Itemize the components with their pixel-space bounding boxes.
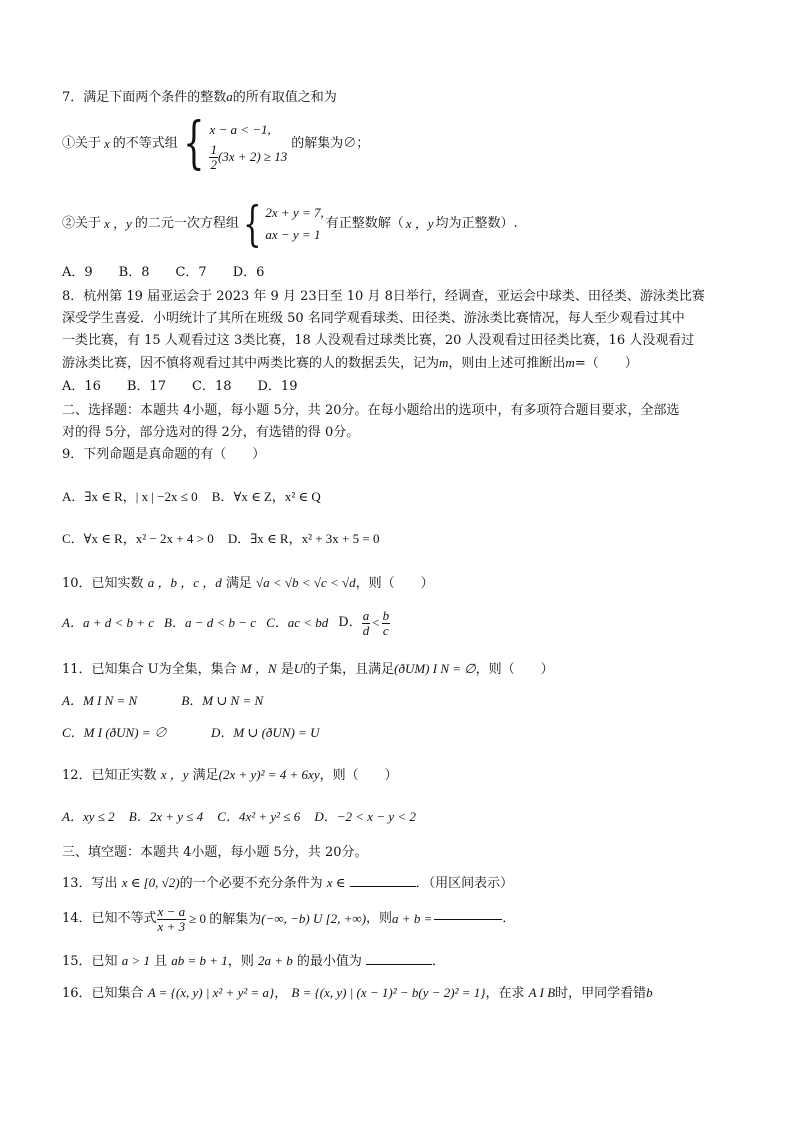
q11-options-ab: A．M I N = N B．M ∪ N = N	[62, 693, 264, 708]
q8-line-2: 深受学生喜爱．小明统计了其所在班级 50 名同学观看球类、田径类、游泳类比赛情况，每人至少观看过其中	[62, 311, 685, 326]
q14-line: 14．已知不等式 $\frac{x - a}{x + 3}$ ≥ 0 的解集为 (−∞, −b) U [2, +∞) ，则 a + b = ．	[62, 903, 516, 934]
fraction-half: $\frac{1}{2}$	[210, 141, 217, 172]
q13-line: 13．写出 x ∈ [0, √2)的一个必要不充分条件为 x ∈ ．（用区间表示）	[62, 875, 514, 891]
q10-options: A．a + d < b + c B．a − d < b − c C．ac < bd D． $\frac{a}{d}$ < $\frac{b}{c}$	[62, 607, 390, 638]
q13-answer-blank[interactable]	[350, 886, 416, 887]
q11-options-cd: C．M I (ðUN) = ∅ D．M ∪ (ðUN) = U	[62, 725, 320, 740]
section-3-line-1: 三、填空题：本题共 4小题，每小题 5分，共 20分。	[62, 845, 368, 860]
q7-title: 7．满足下面两个条件的整数a的所有取值之和为	[62, 89, 337, 105]
q7-condition-1: ①关于 x 的不等式组 { x − a < −1, $\frac{1}{2}$ (3x + 2) ≥ 13 的解集为∅；	[62, 111, 370, 176]
q14-answer-blank[interactable]	[434, 919, 502, 920]
inequality-system: { x − a < −1, $\frac{1}{2}$ (3x + 2) ≥ 13	[182, 111, 288, 176]
q12-options: A．xy ≤ 2 B．2x + y ≤ 4 C．4x² + y² ≤ 6 D．−2 < x − y < 2	[62, 809, 416, 824]
section-2-line-2: 对的得 5分，部分选对的得 2分，有选错的得 0分。	[62, 425, 360, 440]
q8-line-1: 8．杭州第 19 届亚运会于 2023 年 9 月 23日至 10 月 8日举行，经调查，亚运会中球类、田径类、游泳类比赛	[62, 289, 705, 304]
fraction-a-over-d: $\frac{a}{d}$	[362, 607, 370, 638]
fraction-b-over-c: $\frac{b}{c}$	[382, 607, 390, 638]
q9-options-cd: C．∀x ∈ R，x² − 2x + 4 > 0 D．∃x ∈ R，x² + 3x + 5 = 0	[62, 531, 380, 546]
q9-options-ab: A．∃x ∈ R，| x | −2x ≤ 0 B．∀x ∈ Z，x² ∈ Q	[62, 489, 321, 504]
q16-line: 16．已知集合 A = {(x, y) | x² + y² = a}， B = {(x, y) | (x − 1)² − b(y − 2)² = 1}，在求 A I B时，甲同学看错b	[62, 985, 653, 1001]
q8-options: A．16 B．17 C．18 D．19	[62, 379, 298, 394]
q8-line-3: 一类比赛，有 15 人观看过这 3类比赛，18 人没观看过球类比赛，20 人没观看过田径类比赛，16 人没观看过	[62, 333, 695, 348]
section-2-line-1: 二、选择题：本题共 4小题，每小题 5分，共 20分。在每小题给出的选项中，有多项符合题目要求，全部选	[62, 403, 680, 418]
q7-condition-2: ②关于 x ，y 的二元一次方程组 { 2x + y = 7, ax − y = 1 有正整数解（ x ，y 均为正整数）.	[62, 196, 518, 252]
q9-title: 9．下列命题是真命题的有（ ）	[62, 447, 266, 462]
q7-options: A．9 B．8 C．7 D．6	[62, 265, 265, 280]
q15-line: 15．已知 a > 1 且 ab = b + 1，则 2a + b 的最小值为 ．	[62, 953, 446, 969]
q15-answer-blank[interactable]	[366, 964, 432, 965]
q10-title: 10．已知实数 a ，b ，c ，d 满足 √a < √b < √c < √d，则（ ）	[62, 575, 434, 591]
fraction-q14: $\frac{x - a}{x + 3}$	[157, 903, 186, 934]
q8-line-4: 游泳类比赛，因不慎将观看过其中两类比赛的人的数据丢失，记为m，则由上述可推断出m=（ ）	[62, 355, 638, 371]
q12-title: 12．已知正实数 x ，y 满足(2x + y)² = 4 + 6xy，则（ ）	[62, 767, 398, 783]
q11-title: 11．已知集合 U为全集，集合 M ，N 是U的子集，且满足(ðUM) I N = ∅，则（ ）	[62, 661, 554, 677]
equation-system: { 2x + y = 7, ax − y = 1	[242, 196, 324, 252]
